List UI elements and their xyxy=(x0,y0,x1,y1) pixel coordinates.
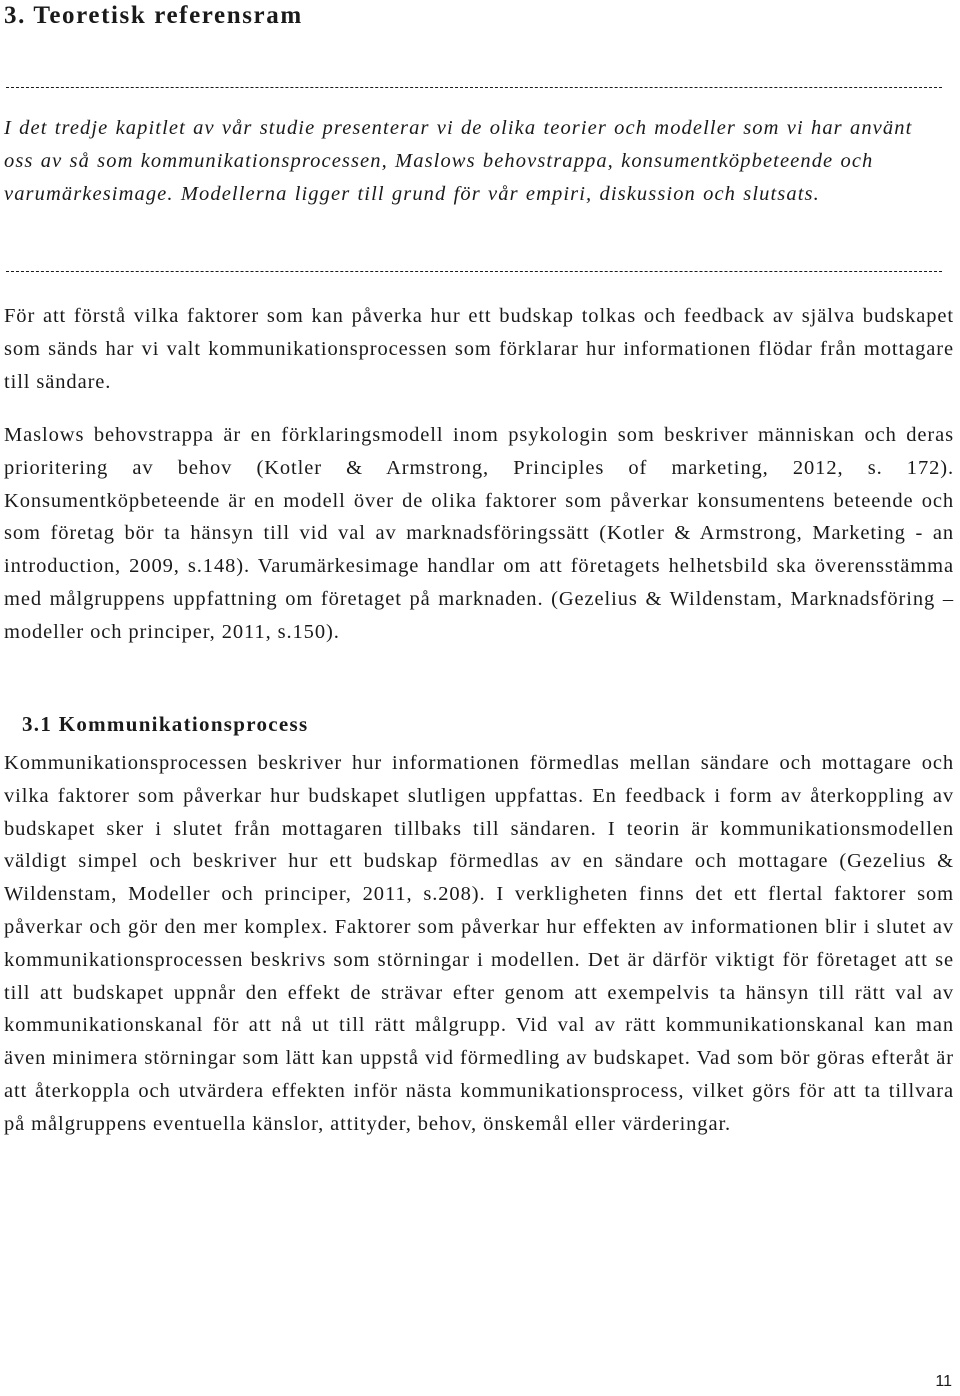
top-dashed-divider xyxy=(6,87,942,88)
bottom-dashed-divider xyxy=(6,271,942,272)
paragraph-models-overview: Maslows behovstrappa är en förklaringsmodell inom psykologin som beskriver människan och deras prioritering av behov (Kotler & Armstrong, Principles of marketing, 2012, s. 172). Konsumentköpbeteende är en modell över de olika faktorer som påverkar konsumentens beteende och som företag bör ta hänsyn till vid val av marknadsföringssätt (Kotler & Armstrong, Marketing - an introduction, 2009, s.148). Varumärkesimage handlar om att företagets helhetsbild ska överensstämma med målgruppens uppfattning om företaget på marknaden. (Gezelius & Wildenstam, Marknadsföring – modeller och principer, 2011, s.150). xyxy=(4,424,954,643)
paragraph-communication-overview: För att förstå vilka faktorer som kan påverka hur ett budskap tolkas och feedback av själva budskapet som sänds har vi valt kommunikationsprocessen som förklarar hur informationen flödar från mottagare till sändare. xyxy=(4,305,954,393)
section-heading: 3. Teoretisk referensram xyxy=(4,2,303,29)
paragraph-communication-process: Kommunikationsprocessen beskriver hur informationen förmedlas mellan sändare och mottagare och vilka faktorer som påverkar hur budskapet slutligen uppfattas. En feedback i form av återkoppling av budskapet sker i slutet från mottagaren tillbaks till sändaren. I teorin är kommunikationsmodellen väldigt simpel och beskriver hur ett budskap förmedlas av en sändare och mottagare (Gezelius & Wildenstam, Modeller och principer, 2011, s.208). I verkligheten finns det ett flertal faktorer som påverkar och gör den mer komplex. Faktorer som påverkar hur effekten av informationen blir i slutet av kommunikationsprocessen beskrivs som störningar i modellen. Det är därför viktigt för företaget att se till att budskapet uppnår den effekt de strävar efter genom att exempelvis ta hänsyn till rätt val av kommunikationskanal för att nå ut till rätt målgrupp. Vid val av rätt kommunikationskanal kan man även minimera störningar som lätt kan uppstå vid förmedling av budskapet. Vad som bör göras efteråt är att återkoppla och utvärdera effekten inför nästa kommunikationsprocess, vilket görs för att ta tillvara på målgruppens eventuella känslor, attityder, behov, önskemål eller värderingar. xyxy=(4,752,954,1135)
subsection-heading: 3.1 Kommunikationsprocess xyxy=(22,712,309,736)
chapter-intro-text: I det tredje kapitlet av vår studie presenterar vi de olika teorier och modeller som vi har använt oss av så som kommunikationsprocessen, Maslows behovstrappa, konsumentköpbeteende och varumärkesimage. Modellerna ligger till grund för vår empiri, diskussion och slutsats. xyxy=(4,117,913,205)
page-number: 11 xyxy=(935,1373,952,1390)
